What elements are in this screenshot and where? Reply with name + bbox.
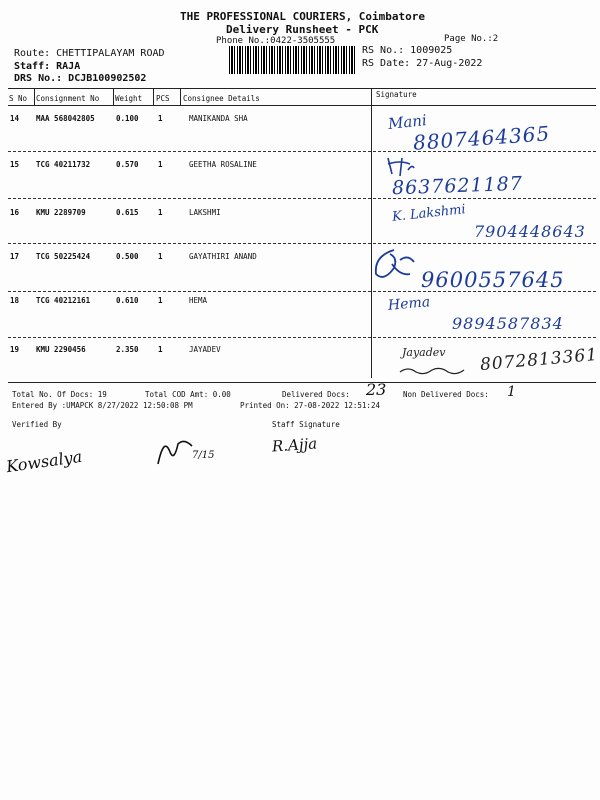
summary-rule [8, 382, 596, 383]
printed-on: Printed On: 27-08-2022 12:51:24 [240, 401, 380, 410]
col-header-signature: Signature [376, 90, 417, 99]
table-header-rule [8, 105, 596, 106]
total-cod: Total COD Amt: 0.00 [145, 390, 231, 399]
company-name: THE PROFESSIONAL COURIERS, Coimbatore [180, 10, 426, 23]
table-top-rule [8, 88, 596, 89]
row-weight: 0.615 [116, 208, 139, 217]
row-pcs: 1 [158, 252, 163, 261]
row-pcs: 1 [158, 345, 163, 354]
page-number: Page No.:2 [444, 34, 499, 44]
row-weight: 0.100 [116, 114, 139, 123]
verifier-signature: Kowsalya [5, 446, 84, 477]
row-separator [8, 337, 596, 338]
signature-name: K. Lakshmi [391, 202, 467, 225]
row-consignee: HEMA [189, 296, 208, 305]
row-consignment: MAA 568042805 [36, 114, 95, 123]
rs-number: RS No.: 1009025 [362, 45, 453, 56]
row-consignee: GEETHA ROSALINE [189, 160, 257, 169]
signature-scribble [370, 246, 418, 286]
row-sno: 15 [10, 160, 20, 169]
signature-phone: 9600557645 [421, 268, 565, 292]
row-pcs: 1 [158, 208, 163, 217]
signature-scribble [398, 364, 468, 378]
staff-name: Staff: RAJA [14, 61, 81, 72]
row-consignment: TCG 50225424 [36, 252, 91, 261]
col-divider [153, 88, 154, 106]
row-consignment: TCG 40211732 [36, 160, 91, 169]
signature-col-divider [371, 88, 372, 378]
row-weight: 0.610 [116, 296, 139, 305]
signature-name: Jayadev [402, 346, 446, 359]
row-pcs: 1 [158, 160, 163, 169]
row-sno: 16 [10, 208, 20, 217]
rs-date: RS Date: 27-Aug-2022 [362, 58, 483, 69]
entered-by: Entered By :UMAPCK 8/27/2022 12:50:08 PM [12, 401, 193, 410]
col-divider [34, 88, 35, 106]
row-sno: 19 [10, 345, 20, 354]
signature-phone: 8072813361 [479, 344, 599, 376]
row-pcs: 1 [158, 114, 163, 123]
signature-name: Mani [387, 111, 428, 133]
non-delivered-label: Non Delivered Docs: [403, 390, 489, 399]
row-sno: 17 [10, 252, 20, 261]
initial-signature: 7/15 [192, 450, 215, 461]
col-header-consignment: Consignment No [36, 94, 100, 103]
row-consignee: JAYADEV [189, 345, 221, 354]
col-divider [180, 88, 181, 106]
delivered-docs-value: 23 [366, 380, 387, 399]
row-consignee: LAKSHMI [189, 208, 221, 217]
row-separator [8, 198, 596, 199]
row-separator [8, 151, 596, 152]
route: Route: CHETTIPALAYAM ROAD [14, 48, 165, 59]
non-delivered-value: 1 [507, 384, 516, 400]
signature-phone: 8637621187 [391, 172, 524, 200]
row-weight: 2.350 [116, 345, 139, 354]
row-weight: 0.570 [116, 160, 139, 169]
phone-number: Phone No.:0422-3505555 [216, 36, 336, 46]
delivered-docs-label: Delivered Docs: [282, 390, 350, 399]
col-header-pcs: PCS [156, 94, 170, 103]
row-consignment: KMU 2290456 [36, 345, 86, 354]
initial-scribble [154, 432, 196, 468]
sheet-title: Delivery Runsheet - PCK [226, 23, 379, 36]
col-header-weight: Weight [115, 94, 143, 103]
row-pcs: 1 [158, 296, 163, 305]
signature-phone: 7904448643 [474, 222, 586, 241]
total-docs: Total No. Of Docs: 19 [12, 390, 107, 399]
barcode [229, 46, 355, 74]
verified-by-label: Verified By [12, 420, 62, 429]
row-separator [8, 243, 596, 244]
row-consignee: MANIKANDA SHA [189, 114, 248, 123]
row-sno: 14 [10, 114, 20, 123]
row-consignment: KMU 2289709 [36, 208, 86, 217]
row-consignment: TCG 40212161 [36, 296, 91, 305]
staff-signature: R.Ajja [271, 434, 318, 456]
row-weight: 0.500 [116, 252, 139, 261]
col-header-sno: S No [9, 94, 28, 103]
signature-scribble [386, 154, 418, 178]
signature-name: Hema [387, 294, 431, 314]
signature-phone: 9894587834 [452, 314, 564, 333]
staff-signature-label: Staff Signature [272, 420, 340, 429]
row-separator [8, 291, 596, 292]
row-sno: 18 [10, 296, 20, 305]
col-divider [113, 88, 114, 106]
signature-phone: 8807464365 [412, 121, 551, 155]
drs-number: DRS No.: DCJB100902502 [14, 73, 147, 84]
row-consignee: GAYATHIRI ANAND [189, 252, 257, 261]
col-header-consignee: Consignee Details [183, 94, 260, 103]
